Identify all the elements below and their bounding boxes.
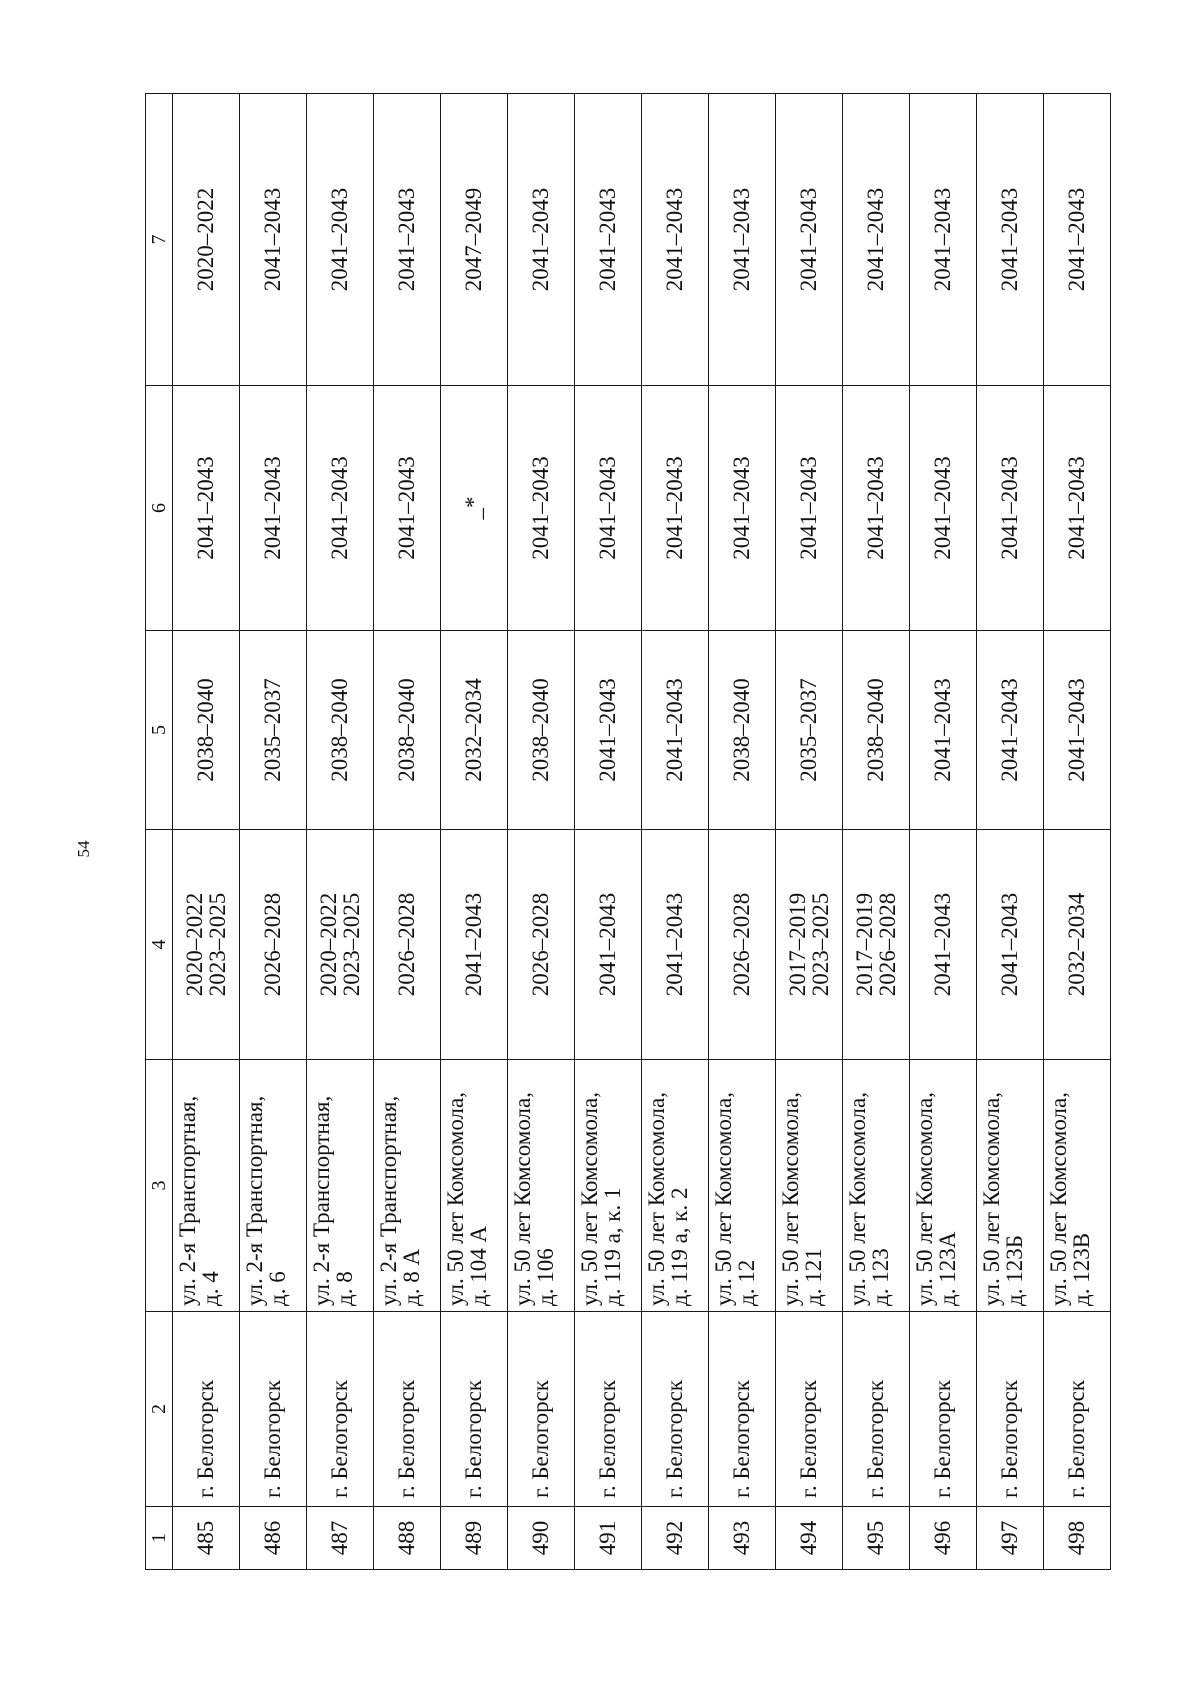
schedule-table bbox=[145, 93, 1111, 1570]
row-number-cell bbox=[1044, 1507, 1111, 1570]
period-col5-cell-text: 2038–2040 bbox=[863, 678, 889, 782]
address-cell bbox=[977, 1060, 1044, 1312]
period-col7-cell-text: 2047–2049 bbox=[461, 187, 487, 292]
period-col6-cell-text: 2041–2043 bbox=[662, 456, 688, 560]
period-col7-cell-text: 2041–2043 bbox=[997, 187, 1023, 292]
period-col5-cell bbox=[843, 631, 910, 830]
period-col4-cell-text: 2023–2025 bbox=[808, 892, 833, 997]
period-col6-cell-text: 2041–2043 bbox=[327, 456, 353, 560]
address-cell-text: д. 8 А bbox=[399, 1248, 425, 1306]
row-number-cell bbox=[776, 1507, 843, 1570]
table-row bbox=[843, 94, 910, 1570]
period-col7-cell-text: 2041–2043 bbox=[327, 187, 353, 292]
city-cell bbox=[776, 1312, 843, 1507]
period-col4-cell-text: 2041–2043 bbox=[595, 892, 621, 997]
period-col4-cell-text: 2017–2019 bbox=[851, 892, 877, 997]
period-col4-cell-text: 2023–2025 bbox=[205, 892, 230, 997]
page-number: 54 bbox=[74, 840, 93, 858]
address-cell-text: д. 12 bbox=[734, 1259, 760, 1306]
city-cell bbox=[307, 1312, 374, 1507]
address-cell bbox=[843, 1060, 910, 1312]
address-cell-text: ул. 50 лет Комсомола, bbox=[1046, 1092, 1071, 1306]
row-number-cell-text: 491 bbox=[595, 1520, 621, 1556]
period-col4-cell-text: 2032–2034 bbox=[1064, 892, 1090, 997]
city-cell bbox=[508, 1312, 575, 1507]
period-col7-cell bbox=[977, 94, 1044, 386]
address-cell-text: ул. 50 лет Комсомола, bbox=[979, 1092, 1004, 1306]
period-col4-cell-text: 2041–2043 bbox=[461, 892, 487, 997]
address-cell-text: ул. 50 лет Комсомола, bbox=[577, 1092, 602, 1306]
period-col6-cell-text: _* bbox=[461, 496, 487, 520]
table-row bbox=[1044, 94, 1111, 1570]
table-row bbox=[575, 94, 642, 1570]
address-cell-text: д. 123 bbox=[868, 1248, 894, 1306]
table-row bbox=[910, 94, 977, 1570]
period-col6-cell-text: 2041–2043 bbox=[260, 456, 286, 560]
city-cell bbox=[173, 1312, 240, 1507]
period-col5-cell-text: 2035–2037 bbox=[796, 678, 822, 782]
period-col5-cell-text: 2038–2040 bbox=[327, 678, 353, 782]
period-col4-cell-text: 2020–2022 bbox=[315, 892, 341, 997]
period-col7-cell bbox=[240, 94, 307, 386]
address-cell-text: ул. 50 лет Комсомола, bbox=[644, 1092, 669, 1306]
period-col4-cell bbox=[977, 830, 1044, 1060]
address-cell-text: д. 123В bbox=[1069, 1232, 1095, 1306]
period-col4-cell bbox=[642, 830, 709, 1060]
row-number-cell-text: 492 bbox=[662, 1520, 688, 1556]
address-cell bbox=[642, 1060, 709, 1312]
period-col4-cell bbox=[843, 830, 910, 1060]
table-row bbox=[776, 94, 843, 1570]
row-number-cell-text: 489 bbox=[461, 1520, 487, 1556]
row-number-cell-text: 490 bbox=[528, 1520, 554, 1556]
address-cell-text: д. 106 bbox=[533, 1248, 559, 1306]
period-col5-cell bbox=[441, 631, 508, 830]
address-cell-text: д. 123А bbox=[935, 1231, 961, 1306]
city-cell-text: г. Белогорск bbox=[863, 1380, 889, 1498]
address-cell bbox=[910, 1060, 977, 1312]
address-cell-text: ул. 50 лет Комсомола, bbox=[711, 1092, 736, 1306]
period-col6-cell bbox=[508, 386, 575, 631]
period-col4-cell-text: 2041–2043 bbox=[997, 892, 1023, 997]
row-number-cell-text: 498 bbox=[1064, 1520, 1090, 1556]
period-col7-cell bbox=[508, 94, 575, 386]
period-col7-cell bbox=[374, 94, 441, 386]
period-col6-cell bbox=[709, 386, 776, 631]
period-col4-cell bbox=[709, 830, 776, 1060]
period-col4-cell-text: 2041–2043 bbox=[662, 892, 688, 997]
city-cell-text: г. Белогорск bbox=[461, 1380, 487, 1498]
column-header: 7 bbox=[146, 94, 173, 386]
period-col7-cell bbox=[307, 94, 374, 386]
row-number-cell bbox=[575, 1507, 642, 1570]
period-col6-cell bbox=[910, 386, 977, 631]
city-cell bbox=[374, 1312, 441, 1507]
city-cell-text: г. Белогорск bbox=[327, 1380, 353, 1498]
address-cell bbox=[240, 1060, 307, 1312]
city-cell-text: г. Белогорск bbox=[997, 1380, 1023, 1498]
period-col4-cell bbox=[374, 830, 441, 1060]
address-cell-text: д. 119 а, к. 2 bbox=[667, 1187, 693, 1306]
row-number-cell bbox=[240, 1507, 307, 1570]
address-cell-text: ул. 2-я Транспортная, bbox=[309, 1095, 334, 1306]
period-col4-cell bbox=[910, 830, 977, 1060]
period-col5-cell-text: 2041–2043 bbox=[595, 678, 621, 782]
period-col5-cell-text: 2035–2037 bbox=[260, 678, 286, 782]
period-col6-cell bbox=[1044, 386, 1111, 631]
period-col7-cell bbox=[642, 94, 709, 386]
address-cell-text: ул. 2-я Транспортная, bbox=[376, 1095, 401, 1306]
period-col6-cell bbox=[240, 386, 307, 631]
address-cell-text: д. 119 а, к. 1 bbox=[600, 1187, 626, 1306]
address-cell-text: ул. 50 лет Комсомола, bbox=[510, 1092, 535, 1306]
city-cell-text: г. Белогорск bbox=[595, 1380, 621, 1498]
address-cell-text: ул. 2-я Транспортная, bbox=[242, 1095, 267, 1306]
address-cell bbox=[709, 1060, 776, 1312]
period-col5-cell-text: 2041–2043 bbox=[930, 678, 956, 782]
period-col5-cell-text: 2041–2043 bbox=[997, 678, 1023, 782]
city-cell-text: г. Белогорск bbox=[930, 1380, 956, 1498]
row-number-cell bbox=[910, 1507, 977, 1570]
period-col4-cell bbox=[776, 830, 843, 1060]
period-col7-cell bbox=[709, 94, 776, 386]
period-col7-cell-text: 2041–2043 bbox=[930, 187, 956, 292]
period-col5-cell bbox=[642, 631, 709, 830]
document-table-wrapper bbox=[145, 94, 1095, 1570]
period-col6-cell bbox=[843, 386, 910, 631]
period-col6-cell-text: 2041–2043 bbox=[528, 456, 554, 560]
table-row bbox=[441, 94, 508, 1570]
period-col5-cell bbox=[173, 631, 240, 830]
period-col4-cell-text: 2041–2043 bbox=[930, 892, 956, 997]
period-col5-cell-text: 2032–2034 bbox=[461, 678, 487, 782]
period-col6-cell bbox=[441, 386, 508, 631]
period-col6-cell-text: 2041–2043 bbox=[930, 456, 956, 560]
row-number-cell bbox=[374, 1507, 441, 1570]
column-header: 6 bbox=[146, 386, 173, 631]
row-number-cell bbox=[508, 1507, 575, 1570]
address-cell-text: д. 8 bbox=[332, 1271, 358, 1306]
period-col6-cell-text: 2041–2043 bbox=[193, 456, 219, 560]
address-cell-text: ул. 50 лет Комсомола, bbox=[778, 1092, 803, 1306]
period-col7-cell bbox=[441, 94, 508, 386]
table-row bbox=[374, 94, 441, 1570]
period-col6-cell-text: 2041–2043 bbox=[997, 456, 1023, 560]
address-cell bbox=[508, 1060, 575, 1312]
column-header: 5 bbox=[146, 631, 173, 830]
period-col7-cell-text: 2041–2043 bbox=[863, 187, 889, 292]
city-cell-text: г. Белогорск bbox=[528, 1380, 554, 1498]
row-number-cell-text: 486 bbox=[260, 1520, 286, 1556]
city-cell bbox=[441, 1312, 508, 1507]
period-col6-cell-text: 2041–2043 bbox=[1064, 456, 1090, 560]
address-cell-text: д. 4 bbox=[198, 1271, 224, 1306]
city-cell bbox=[977, 1312, 1044, 1507]
period-col7-cell-text: 2041–2043 bbox=[796, 187, 822, 292]
period-col4-cell bbox=[508, 830, 575, 1060]
period-col4-cell bbox=[240, 830, 307, 1060]
period-col4-cell bbox=[441, 830, 508, 1060]
city-cell-text: г. Белогорск bbox=[796, 1380, 822, 1498]
address-cell-text: ул. 50 лет Комсомола, bbox=[912, 1092, 937, 1306]
period-col7-cell-text: 2041–2043 bbox=[595, 187, 621, 292]
address-cell-text: д. 123Б bbox=[1002, 1235, 1028, 1306]
row-number-cell bbox=[307, 1507, 374, 1570]
period-col6-cell bbox=[642, 386, 709, 631]
address-cell-text: д. 121 bbox=[801, 1248, 827, 1306]
city-cell-text: г. Белогорск bbox=[394, 1380, 420, 1498]
row-number-cell bbox=[642, 1507, 709, 1570]
period-col6-cell bbox=[575, 386, 642, 631]
city-cell-text: г. Белогорск bbox=[193, 1380, 219, 1498]
table-row bbox=[240, 94, 307, 1570]
row-number-cell bbox=[173, 1507, 240, 1570]
address-cell-text: д. 104 А bbox=[466, 1225, 492, 1306]
period-col5-cell bbox=[910, 631, 977, 830]
period-col7-cell-text: 2041–2043 bbox=[394, 187, 420, 292]
period-col5-cell bbox=[709, 631, 776, 830]
city-cell-text: г. Белогорск bbox=[662, 1380, 688, 1498]
period-col6-cell bbox=[173, 386, 240, 631]
period-col5-cell-text: 2041–2043 bbox=[662, 678, 688, 782]
period-col5-cell-text: 2038–2040 bbox=[729, 678, 755, 782]
period-col7-cell-text: 2041–2043 bbox=[260, 187, 286, 292]
row-number-cell bbox=[441, 1507, 508, 1570]
table-row bbox=[508, 94, 575, 1570]
column-header: 3 bbox=[146, 1060, 173, 1312]
column-header: 4 bbox=[146, 830, 173, 1060]
row-number-cell-text: 496 bbox=[930, 1520, 956, 1556]
period-col4-cell-text: 2020–2022 bbox=[181, 892, 207, 997]
period-col4-cell bbox=[173, 830, 240, 1060]
period-col4-cell-text: 2017–2019 bbox=[784, 892, 810, 997]
period-col6-cell bbox=[307, 386, 374, 631]
address-cell-text: ул. 2-я Транспортная, bbox=[175, 1095, 200, 1306]
period-col5-cell-text: 2038–2040 bbox=[193, 678, 219, 782]
address-cell-text: ул. 50 лет Комсомола, bbox=[845, 1092, 870, 1306]
period-col7-cell-text: 2041–2043 bbox=[528, 187, 554, 292]
row-number-cell bbox=[977, 1507, 1044, 1570]
period-col4-cell-text: 2026–2028 bbox=[260, 892, 286, 997]
period-col5-cell-text: 2038–2040 bbox=[528, 678, 554, 782]
period-col7-cell bbox=[910, 94, 977, 386]
period-col4-cell bbox=[307, 830, 374, 1060]
address-cell bbox=[575, 1060, 642, 1312]
period-col7-cell bbox=[173, 94, 240, 386]
period-col5-cell bbox=[374, 631, 441, 830]
row-number-cell-text: 495 bbox=[863, 1520, 889, 1556]
period-col7-cell-text: 2041–2043 bbox=[729, 187, 755, 292]
period-col5-cell bbox=[1044, 631, 1111, 830]
table-body bbox=[173, 94, 1111, 1570]
city-cell-text: г. Белогорск bbox=[729, 1380, 755, 1498]
table-row bbox=[307, 94, 374, 1570]
period-col7-cell-text: 2020–2022 bbox=[193, 187, 219, 292]
row-number-cell-text: 485 bbox=[193, 1520, 219, 1556]
city-cell bbox=[575, 1312, 642, 1507]
period-col6-cell bbox=[374, 386, 441, 631]
period-col5-cell bbox=[575, 631, 642, 830]
period-col4-cell-text: 2026–2028 bbox=[729, 892, 755, 997]
period-col5-cell-text: 2038–2040 bbox=[394, 678, 420, 782]
period-col6-cell-text: 2041–2043 bbox=[796, 456, 822, 560]
address-cell bbox=[776, 1060, 843, 1312]
address-cell bbox=[307, 1060, 374, 1312]
period-col5-cell-text: 2041–2043 bbox=[1064, 678, 1090, 782]
row-number-cell-text: 488 bbox=[394, 1520, 420, 1556]
period-col4-cell-text: 2023–2025 bbox=[339, 892, 364, 997]
table-row bbox=[977, 94, 1044, 1570]
city-cell bbox=[709, 1312, 776, 1507]
city-cell bbox=[642, 1312, 709, 1507]
city-cell bbox=[910, 1312, 977, 1507]
address-cell-text: д. 6 bbox=[265, 1271, 291, 1306]
period-col7-cell bbox=[575, 94, 642, 386]
period-col5-cell bbox=[508, 631, 575, 830]
city-cell bbox=[843, 1312, 910, 1507]
address-cell bbox=[1044, 1060, 1111, 1312]
address-cell bbox=[173, 1060, 240, 1312]
city-cell-text: г. Белогорск bbox=[1064, 1380, 1090, 1498]
row-number-cell-text: 487 bbox=[327, 1520, 353, 1556]
period-col5-cell bbox=[240, 631, 307, 830]
period-col4-cell bbox=[1044, 830, 1111, 1060]
period-col4-cell bbox=[575, 830, 642, 1060]
period-col7-cell-text: 2041–2043 bbox=[662, 187, 688, 292]
period-col6-cell-text: 2041–2043 bbox=[595, 456, 621, 560]
period-col7-cell bbox=[776, 94, 843, 386]
address-cell-text: ул. 50 лет Комсомола, bbox=[443, 1092, 468, 1306]
row-number-cell-text: 494 bbox=[796, 1520, 822, 1556]
period-col7-cell bbox=[843, 94, 910, 386]
row-number-cell-text: 497 bbox=[997, 1520, 1023, 1556]
period-col4-cell-text: 2026–2028 bbox=[875, 892, 900, 997]
row-number-cell bbox=[843, 1507, 910, 1570]
period-col6-cell-text: 2041–2043 bbox=[863, 456, 889, 560]
period-col4-cell-text: 2026–2028 bbox=[528, 892, 554, 997]
city-cell bbox=[1044, 1312, 1111, 1507]
period-col7-cell-text: 2041–2043 bbox=[1064, 187, 1090, 292]
city-cell bbox=[240, 1312, 307, 1507]
period-col6-cell bbox=[776, 386, 843, 631]
table-row bbox=[642, 94, 709, 1570]
row-number-cell bbox=[709, 1507, 776, 1570]
column-header: 1 bbox=[146, 1507, 173, 1570]
period-col5-cell bbox=[776, 631, 843, 830]
city-cell-text: г. Белогорск bbox=[260, 1380, 286, 1498]
period-col6-cell bbox=[977, 386, 1044, 631]
period-col4-cell-text: 2026–2028 bbox=[394, 892, 420, 997]
period-col6-cell-text: 2041–2043 bbox=[394, 456, 420, 560]
period-col5-cell bbox=[307, 631, 374, 830]
period-col6-cell-text: 2041–2043 bbox=[729, 456, 755, 560]
row-number-cell-text: 493 bbox=[729, 1520, 755, 1556]
period-col7-cell bbox=[1044, 94, 1111, 386]
address-cell bbox=[374, 1060, 441, 1312]
period-col5-cell bbox=[977, 631, 1044, 830]
table-row bbox=[709, 94, 776, 1570]
address-cell bbox=[441, 1060, 508, 1312]
table-header-row bbox=[146, 94, 173, 1570]
column-header: 2 bbox=[146, 1312, 173, 1507]
table-row bbox=[173, 94, 240, 1570]
